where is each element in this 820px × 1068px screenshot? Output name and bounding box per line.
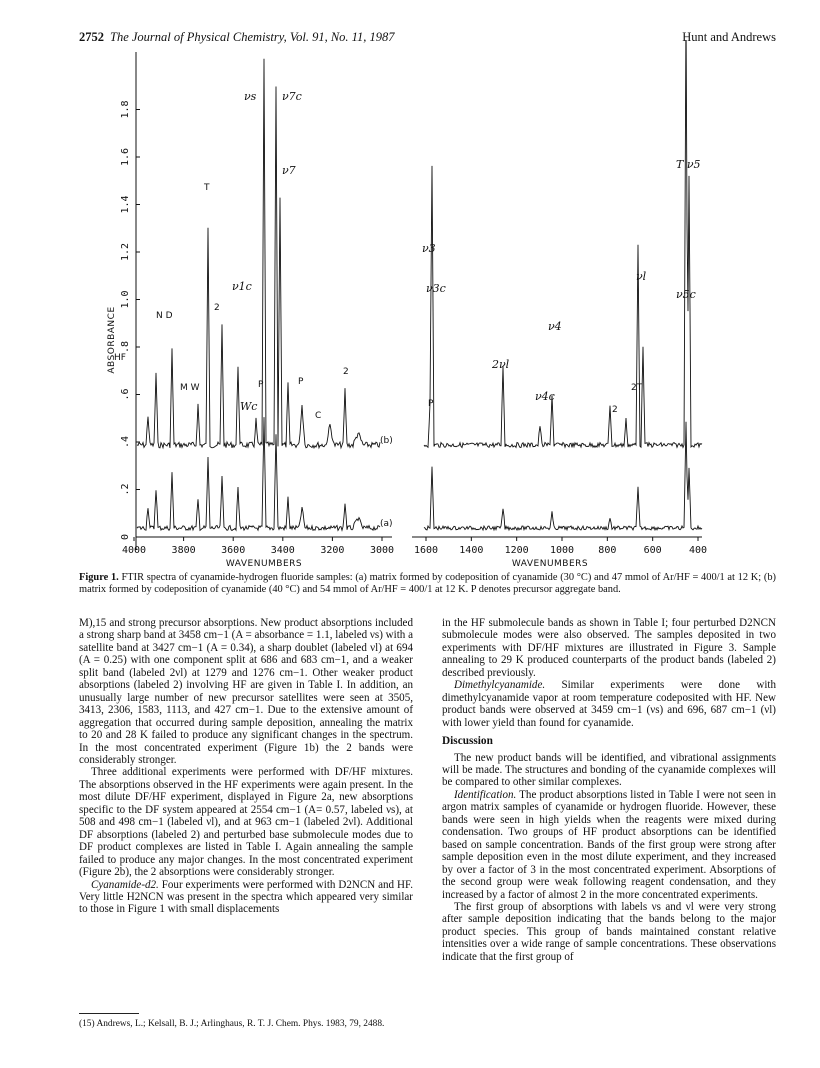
paragraph: in the HF submolecule bands as shown in Table I; four perturbed D2NCN submolecule modes were also observed. The samples deposited in two experiments with DF/HF mixtures are illustrated in Figure 3. Sample annealing to 29 K produced counterparts of the product bands (labeled 2) described previously. [442, 617, 776, 679]
paragraph: The first group of absorptions with labels νs and νl were very strong after sample deposition indicating that the bands belong to the major product species. This group of bands maintained constant relative intensities over a wide range of sample concentrations. These observations indicate that the first group of [442, 900, 776, 963]
authors: Hunt and Andrews [682, 30, 776, 44]
trace-label-a: (a) [380, 519, 393, 529]
paragraph: M),15 and strong precursor absorptions. New product absorptions included a strong sharp band at 3458 cm−1 (A = absorbance = 1.1, labeled νs) with a satellite band at 3427 cm−1 (A = 0.34), a sharp doublet (labeled νl) at 694 (A = 0.25) with one component split at 686 and 683 cm−1, and a weaker split band (labeled 2νl) at 1279 and 1276 cm−1. Other weaker product absorptions (labeled 2) involving HF are given in Table I. In addition, an unusually large number of new precursor satellites were seen at 3505, 3413, 2306, 1583, 1113, and 427 cm−1. Due to the extensive amount of aggregation that occurred during sample deposition, annealing the matrix to 20 and 28 K failed to produce any significant changes in the spectrum. In the most concentrated experiment (Figure 1b) the 2 bands were considerably stronger. [79, 617, 413, 766]
band-label-right: 2νl [492, 358, 510, 371]
footnote-rule [79, 1013, 139, 1014]
band-label-left: P [298, 377, 304, 387]
x-tick-label: 1000 [549, 545, 575, 556]
band-label-left: C [315, 411, 322, 421]
band-label-right: T ν5 [676, 158, 701, 171]
paragraph: Three additional experiments were performed with DF/HF mixtures. The absorptions observed in the HF experiments were again present. In the most dilute DF/HF experiment, displayed in Figure 2a, new absorptions specific to the DF system appeared at 2554 cm−1 (A= 0.57, labeled νs), at 508 and 498 cm−1 (labeled νl), and at 963 cm−1 (labeled 2νl). Additional DF absorptions (labeled 2) and perturbed base submolecule modes due to DF product complexes are listed in Table I. Again annealing the sample failed to produce any major changes. In the most concentrated experiment (Figure 2b), the 2 absorptions were considerably stronger. [79, 766, 413, 879]
y-tick-label: .4 [120, 435, 131, 449]
x-tick-label: 800 [598, 545, 617, 556]
band-label-left: 2 [343, 367, 349, 377]
y-axis-label: ABSORBANCE [107, 306, 117, 374]
x-axis-label-right: WAVENUMBERS [511, 559, 589, 569]
x-ticks-right [414, 537, 707, 556]
band-label-left: P [258, 380, 264, 390]
trace-right-b [424, 40, 702, 447]
left-column [79, 617, 413, 916]
band-label-right: ν4c [535, 390, 555, 403]
band-label-right: ν4 [548, 320, 562, 333]
x-axis-label-left: WAVENUMBERS [225, 559, 303, 569]
y-tick-label: 1.0 [120, 290, 131, 309]
figure-1-spectra [90, 40, 740, 570]
band-label-left: N D [156, 311, 173, 321]
footnote: (15) Andrews, L.; Kelsall, B. J.; Arlinghaus, R. T. J. Chem. Phys. 1983, 79, 2488. [79, 1019, 385, 1029]
page-number: 2752 [79, 30, 104, 44]
x-tick-label: 3000 [369, 545, 395, 556]
paragraph: Cyanamide-d2. Four experiments were performed with D2NCN and HF. Very little H2NCN was present in the spectra which appeared very similar to those in Figure 1 with small displacements [79, 878, 413, 916]
band-label-right: 2T [631, 383, 643, 393]
caption-text: FTIR spectra of cyanamide-hydrogen fluoride samples: (a) matrix formed by codeposition of cyanamide (30 °C) and 47 mmol of Ar/HF = 400/1 at 12 K; (b) matrix formed by codeposition of cyanamide (40 °C) and 54 mmol of Ar/HF = 400/1 at 12 K. P denotes precursor aggregate band. [79, 572, 776, 596]
y-tick-label: 1.8 [120, 100, 131, 119]
journal-title: The Journal of Physical Chemistry, Vol. 91, No. 11, 1987 [110, 30, 395, 44]
y-tick-label: 0 [120, 533, 131, 541]
paragraph: Identification. The product absorptions listed in Table I were not seen in argon matrix samples of cyanamide or hydrogen fluoride. However, these bands were seen in high yields when the reagents were mixed during condensation. Two groups of HF product absorptions can be identified based on sample concentration. Bands of the first group were strong after sample deposition even in the most dilute experiment, and they increased by over a factor of 3 in the most concentrated experiment. Absorptions of the second group were weak following reagent condensation, and they increased by a factor of almost 2 in the more concentrated experiments. [442, 788, 777, 901]
x-tick-label: 3600 [221, 545, 246, 556]
x-tick-label: 1600 [413, 545, 439, 556]
x-tick-label: 3400 [270, 545, 295, 556]
band-label-right: 2 [612, 405, 618, 415]
y-tick-label: 1.6 [120, 147, 131, 167]
y-tick-label: .8 [120, 340, 131, 354]
band-label-left: T [204, 183, 210, 193]
y-tick-label: 1.2 [120, 242, 131, 262]
x-tick-label: 3800 [171, 545, 196, 556]
caption-lead: Figure 1. [79, 572, 119, 583]
x-tick-label: 3200 [320, 545, 345, 556]
band-label-left: M W [180, 383, 200, 393]
y-tick-label: .6 [120, 388, 131, 401]
paragraph: Dimethylcyanamide. Similar experiments were done with dimethylcyanamide vapor at room temperature codeposited with HF. New product bands were observed at 3459 cm−1 (νs) and 696, 687 cm−1 (νl) with lower yield than found for cyanamide. [442, 679, 776, 729]
x-tick-label: 1200 [504, 545, 529, 556]
paragraph-lead: Dimethylcyanamide. [454, 679, 546, 692]
x-tick-label: 4000 [121, 545, 147, 556]
x-ticks-left [122, 537, 394, 556]
section-heading: Discussion [442, 735, 493, 748]
trace-label-b: (b) [380, 436, 393, 446]
paragraph-lead: Identification. [454, 788, 517, 801]
figure-caption [79, 572, 776, 596]
band-label-right: ν3c [426, 282, 446, 295]
x-tick-label: 1400 [459, 545, 484, 556]
paragraph-lead: Cyanamide-d2. [91, 878, 159, 891]
x-tick-label: 400 [688, 545, 708, 556]
band-label-right: ν3 [422, 242, 436, 255]
band-label-left: νs [244, 90, 257, 103]
y-tick-label: 1.4 [120, 195, 131, 214]
band-label-left: ν7 [282, 164, 296, 177]
x-tick-label: 600 [643, 545, 662, 556]
y-axis-ticks [120, 100, 140, 540]
trace-right-a [424, 422, 702, 530]
band-label-right: P [428, 399, 434, 409]
band-label-left: ν7c [282, 90, 302, 103]
band-label-left: Wc [240, 400, 258, 413]
band-label-right: νl [636, 270, 647, 283]
band-label-left: ν1c [232, 280, 252, 293]
band-label-left: HF [114, 353, 126, 363]
paragraph: The new product bands will be identified, and vibrational assignments will be made. The structures and bonding of the cyanamide complexes will be compared to other similar complexes. [442, 751, 776, 789]
y-tick-label: .2 [120, 483, 131, 496]
band-label-left: 2 [214, 303, 220, 313]
right-column [442, 617, 776, 963]
band-label-right: ν5c [676, 288, 696, 301]
